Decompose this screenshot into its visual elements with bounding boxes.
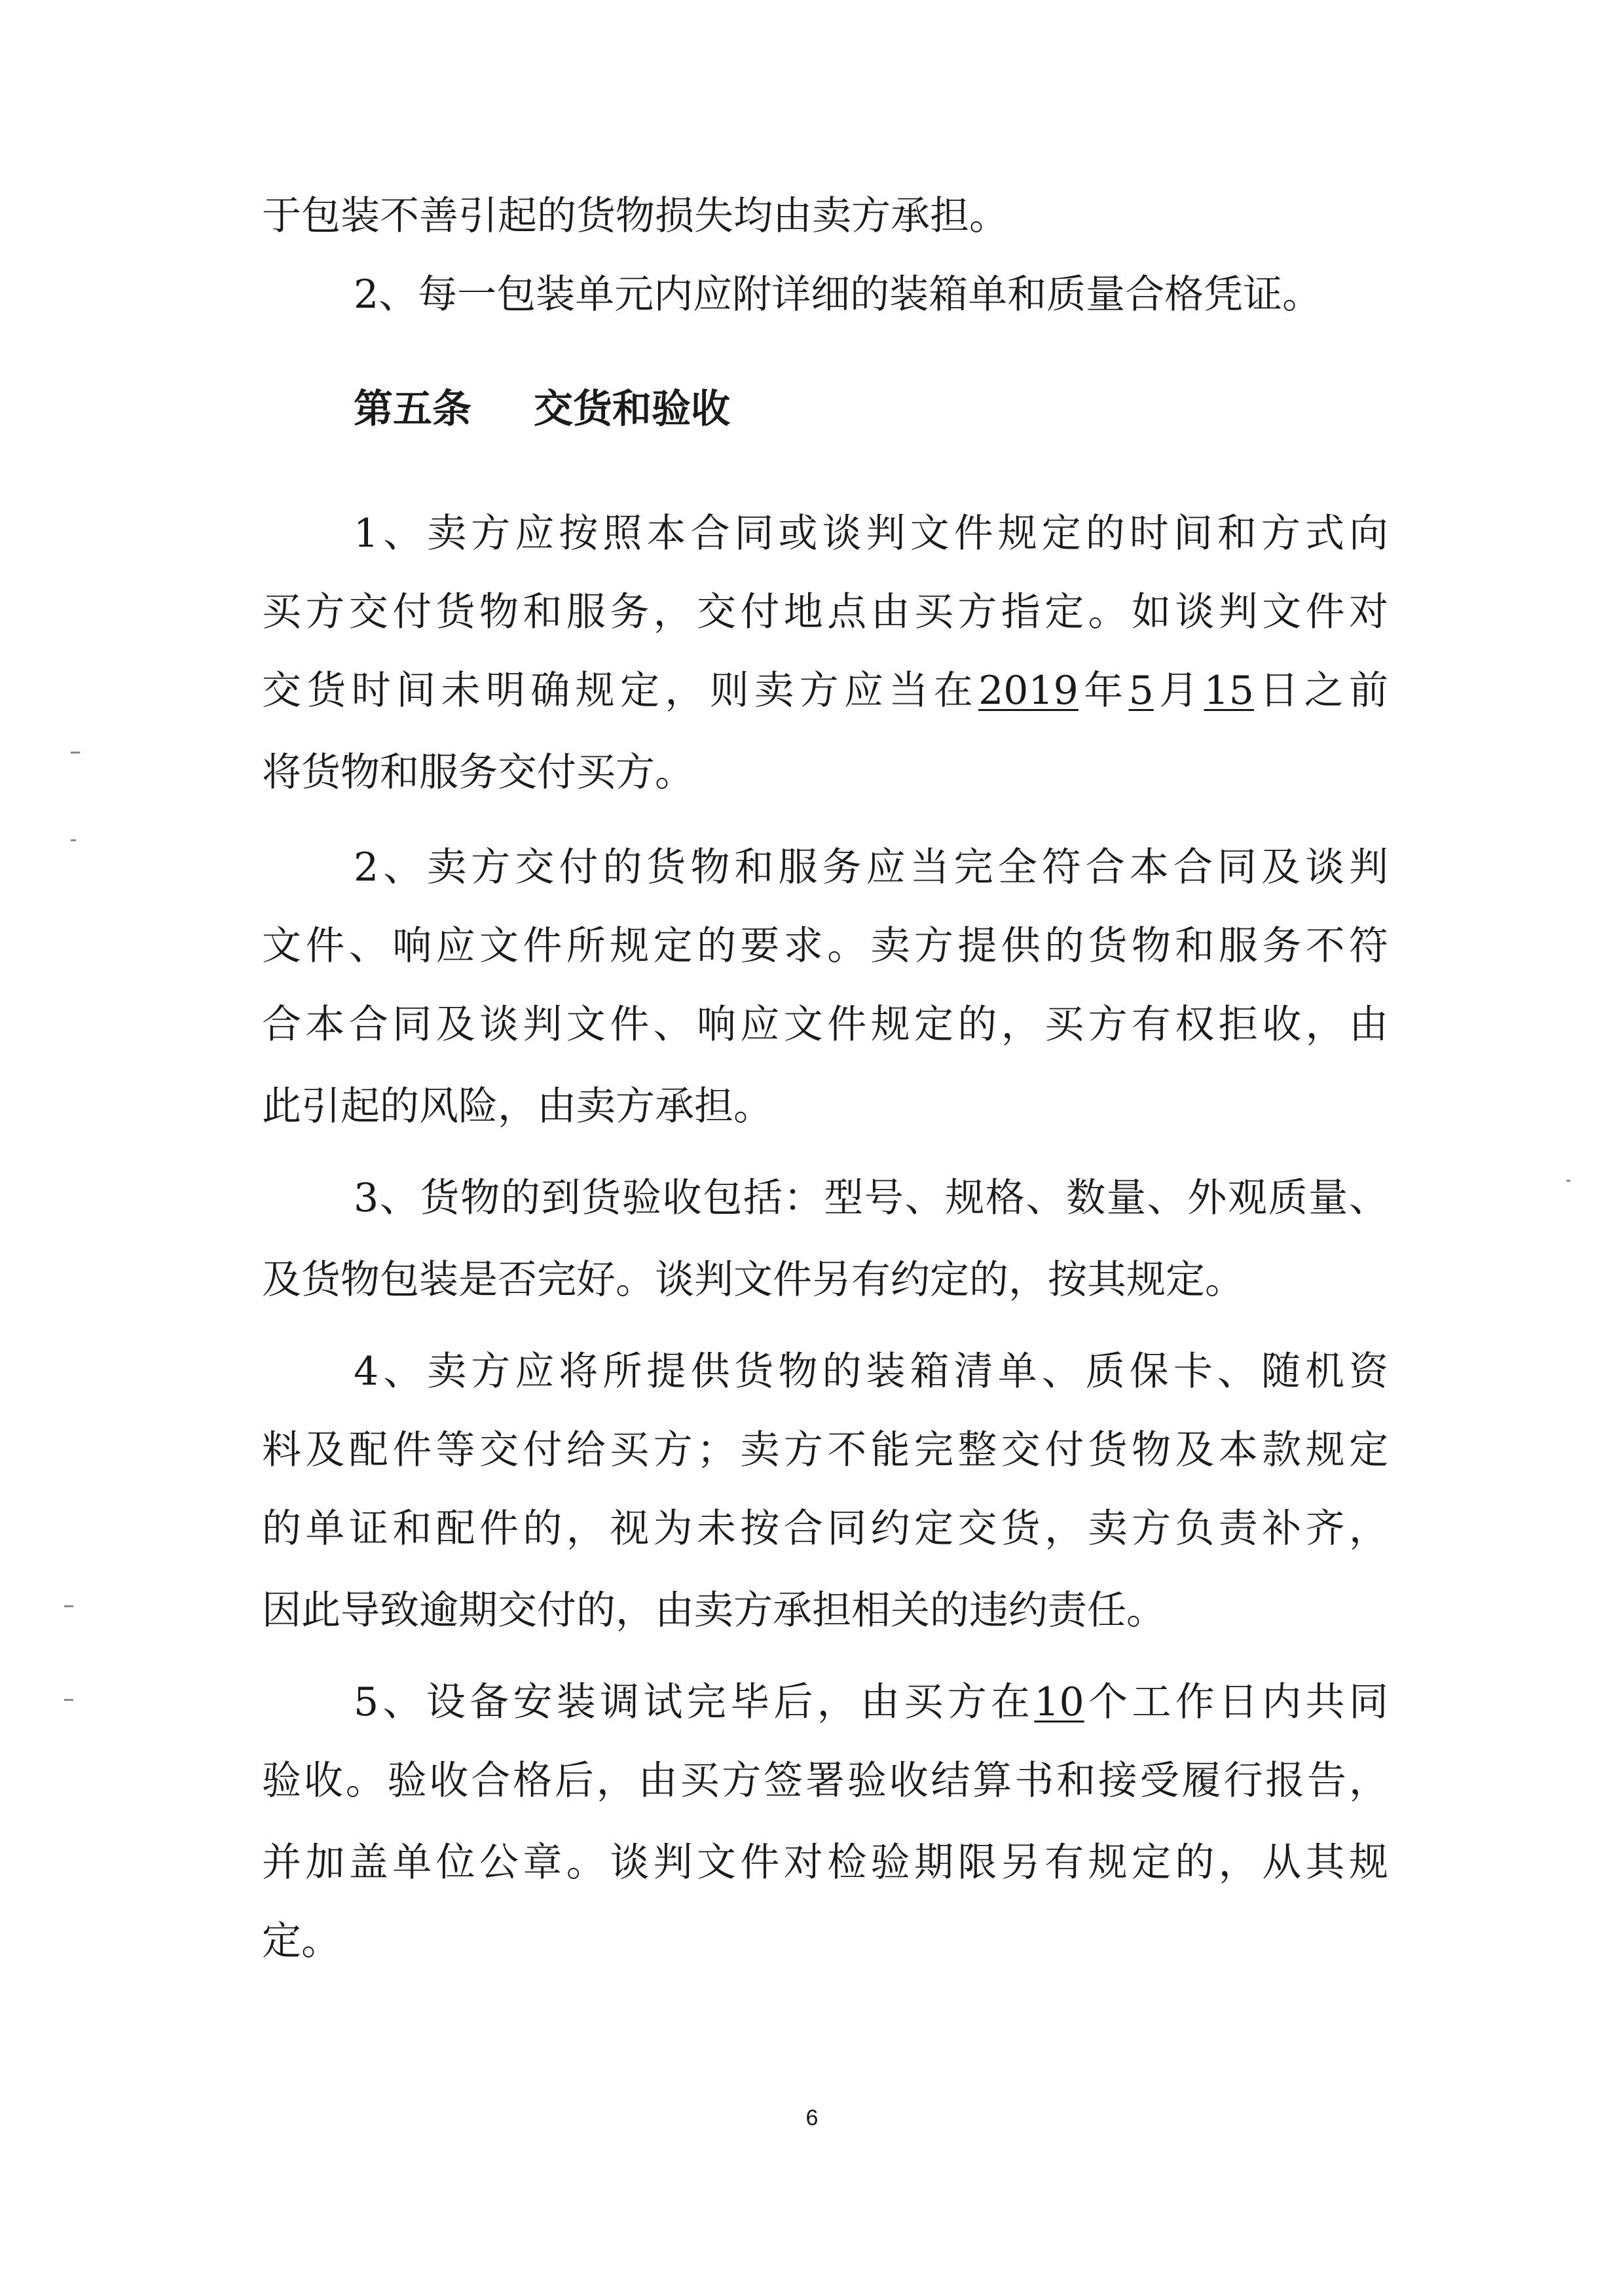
section-heading (354, 383, 1388, 435)
paragraph-line: 的单证和配件的，视为未按合同约定交货，卖方负责补齐， (262, 1506, 1388, 1552)
paragraph-line: 因此导致逾期交付的，由卖方承担相关的违约责任。 (262, 1588, 1166, 1633)
paragraph-line: 验收。验收合格后，由买方签署验收结算书和接受履行报告， (262, 1758, 1388, 1804)
delivery-year-unit: 年 (1078, 668, 1129, 714)
paragraph-line: 4、卖方应将所提供货物的装箱清单、质保卡、随机资 (354, 1349, 1388, 1394)
paragraph-line: 文件、响应文件所规定的要求。卖方提供的货物和服务不符 (262, 923, 1388, 969)
acceptance-prefix: 5、设备安装调试完毕后，由买方在 (354, 1679, 1035, 1725)
paragraph-line: 定。 (262, 1918, 341, 1964)
scan-mark (64, 1699, 73, 1701)
paragraph-line: 1、卖方应按照本合同或谈判文件规定的时间和方式向 (354, 511, 1388, 556)
delivery-date-suffix: 日之前 (1253, 668, 1389, 714)
paragraph-line: 此引起的风险，由卖方承担。 (262, 1084, 773, 1129)
paragraph-line: 2、每一包装单元内应附详细的装箱单和质量合格凭证。 (354, 272, 1322, 318)
scan-mark (71, 752, 80, 754)
paragraph-line: 2、卖方交付的货物和服务应当完全符合本合同及谈判 (354, 845, 1388, 890)
acceptance-period-line (354, 1676, 1388, 1728)
paragraph-line: 及货物包装是否完好。谈判文件另有约定的，按其规定。 (262, 1257, 1244, 1303)
delivery-month-unit: 月 (1153, 668, 1204, 714)
section-number: 第五条 (354, 386, 471, 432)
scan-mark (1566, 1180, 1570, 1182)
scan-mark (64, 1605, 73, 1607)
paragraph-line: 将货物和服务交付买方。 (262, 750, 694, 795)
delivery-date-line (262, 665, 1388, 717)
paragraph-line: 料及配件等交付给买方；卖方不能完整交付货物及本款规定 (262, 1427, 1388, 1473)
paragraph-line: 3、货物的到货验收包括：型号、规格、数量、外观质量、 (354, 1175, 1388, 1221)
section-title: 交货和验收 (534, 386, 730, 432)
paragraph-line: 合本合同及谈判文件、响应文件规定的，买方有权拒收，由 (262, 1002, 1388, 1048)
delivery-day: 15 (1204, 668, 1254, 714)
delivery-date-prefix: 交货时间未明确规定，则卖方应当在 (262, 668, 979, 714)
acceptance-days: 10 (1034, 1679, 1084, 1725)
paragraph-line: 买方交付货物和服务，交付地点由买方指定。如谈判文件对 (262, 589, 1388, 635)
page-number: 6 (805, 2105, 819, 2130)
scan-mark (71, 839, 76, 841)
delivery-year: 2019 (978, 668, 1079, 714)
paragraph-line: 并加盖单位公章。谈判文件对检验期限另有规定的，从其规 (262, 1840, 1388, 1886)
delivery-month: 5 (1128, 668, 1154, 714)
acceptance-suffix: 个工作日内共同 (1084, 1679, 1388, 1725)
paragraph-line: 于包装不善引起的货物损失均由卖方承担。 (262, 193, 1008, 239)
